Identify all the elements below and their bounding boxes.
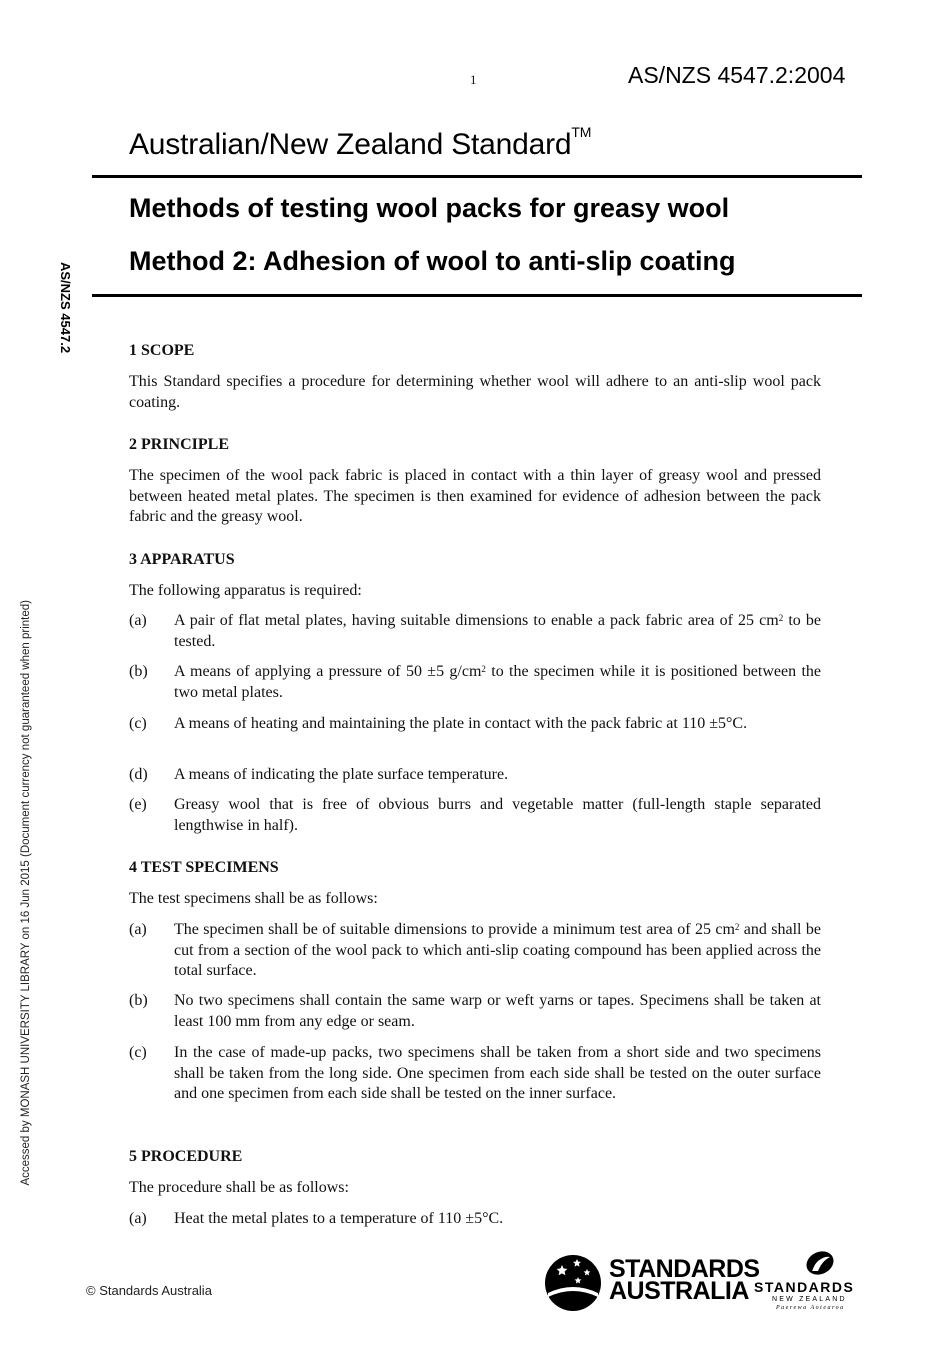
access-note: Accessed by MONASH UNIVERSITY LIBRARY on 16 Jun 2015 (Document currency not guaranteed when printed) — [20, 600, 32, 1186]
document-title: Methods of testing wool packs for greasy wool — [129, 193, 730, 223]
paerewa-aotearoa-label: Paerewa Aotearoa — [776, 1305, 845, 1311]
trademark-mark: TM — [571, 124, 592, 140]
list-label: (c) — [129, 1044, 147, 1061]
list-label: (a) — [129, 1210, 147, 1227]
standards-new-zealand-wordmark: STANDARDS — [754, 1279, 855, 1295]
list-item — [129, 765, 821, 786]
wordmark-line-2: AUSTRALIA — [609, 1277, 749, 1305]
list-text: A means of indicating the plate surface temperature. — [174, 766, 509, 783]
procedure-intro: The procedure shall be as follows: — [129, 1179, 349, 1196]
list-text: A means of applying a pressure of 50 ±5 $g/cm^2$ to the specimen while it is positioned between the two metal plates. — [174, 663, 821, 701]
side-document-code: AS/NZS 4547.2 — [58, 262, 73, 354]
document-code: AS/NZS 4547.2:2004 — [628, 62, 846, 88]
list-text: Greasy wool that is free of obvious burrs and vegetable matter (full-length staple separated lengthwise in half). — [174, 796, 821, 834]
section-heading-apparatus: 3 APPARATUS — [129, 551, 235, 568]
list-item — [129, 1209, 821, 1230]
section-heading-specimens: 4 TEST SPECIMENS — [129, 859, 279, 876]
standard-title-text: Australian/New Zealand Standard — [129, 128, 572, 161]
list-label: (b) — [129, 663, 148, 680]
document-subtitle: Method 2: Adhesion of wool to anti-slip coating — [129, 246, 736, 276]
copyright-notice: © Standards Australia — [86, 1283, 212, 1298]
list-label: (e) — [129, 796, 147, 813]
list-text: Heat the metal plates to a temperature of 110 ±5°C. — [174, 1210, 504, 1227]
wordmark-line-1: STANDARDS — [609, 1255, 760, 1283]
standard-title — [129, 124, 592, 162]
list-label: (d) — [129, 766, 148, 783]
list-text: The specimen shall be of suitable dimensions to provide a minimum test area of 25 $cm^2$ and shall be cut from a section of the wool pack to which anti-slip coating compound has been applied across the total surface. — [174, 921, 821, 979]
list-text: A means of heating and maintaining the plate in contact with the pack fabric at 110 ±5°C. — [174, 715, 748, 732]
list-label: (a) — [129, 921, 147, 938]
apparatus-intro: The following apparatus is required: — [129, 582, 362, 599]
section-heading-principle: 2 PRINCIPLE — [129, 436, 230, 453]
standards-australia-wordmark — [609, 1255, 760, 1305]
list-text: In the case of made-up packs, two specimens shall be taken from a short side and two specimens shall be taken from the long side. One specimen from each side shall be tested on the outer surface and one specimen from each side shall be tested on the inner surface. — [174, 1044, 821, 1102]
list-item — [129, 662, 821, 704]
list-text: A pair of flat metal plates, having suitable dimensions to enable a pack fabric area of 25 $cm^2$ to be tested. — [174, 612, 821, 650]
list-label: (a) — [129, 612, 147, 629]
list-item — [129, 795, 821, 837]
list-item — [129, 714, 821, 756]
new-zealand-label: NEW ZEALAND — [772, 1296, 847, 1303]
specimens-intro: The test specimens shall be as follows: — [129, 890, 378, 907]
principle-text: The specimen of the wool pack fabric is placed in contact with a thin layer of greasy wool and pressed between heated metal plates. The specimen is then examined for evidence of adhesion between the pack fabric and the greasy wool. — [129, 467, 821, 525]
list-label: (b) — [129, 992, 148, 1009]
list-item — [129, 1043, 821, 1125]
section-heading-procedure: 5 PROCEDURE — [129, 1148, 243, 1165]
scope-text: This Standard specifies a procedure for determining whether wool will adhere to an anti-slip wool pack coating. — [129, 373, 821, 411]
list-item — [129, 991, 821, 1033]
list-label: (c) — [129, 715, 147, 732]
section-heading-scope: 1 SCOPE — [129, 342, 195, 359]
list-item — [129, 611, 821, 653]
bottom-rule — [92, 294, 862, 297]
page-number: 1 — [470, 72, 477, 87]
list-text: No two specimens shall contain the same warp or weft yarns or tapes. Specimens shall be taken at least 100 mm from any edge or seam. — [174, 992, 821, 1030]
top-rule — [92, 175, 862, 178]
list-item — [129, 920, 821, 982]
